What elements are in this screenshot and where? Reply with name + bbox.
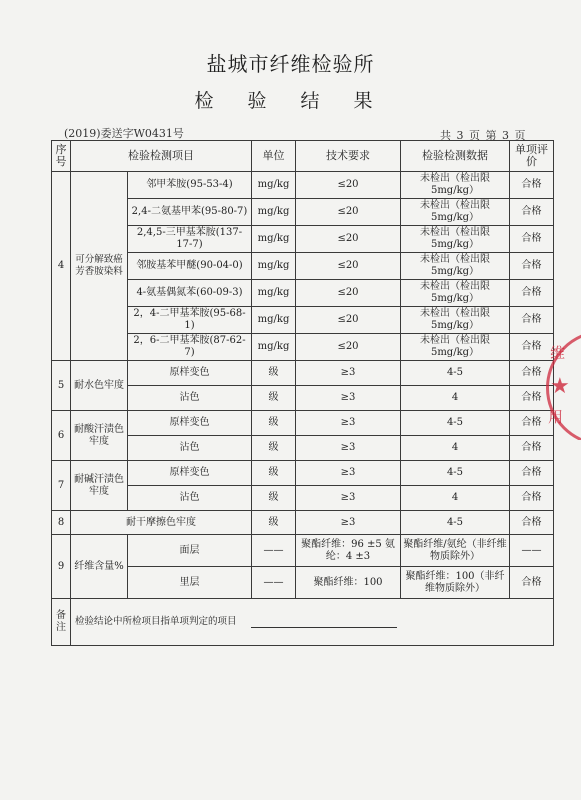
page-indicator: 共 3 页 第 3 页 [440, 129, 526, 142]
remark-label: 备注 [52, 599, 71, 646]
item-cell: 2，6-二甲基苯胺(87-62-7) [128, 334, 252, 361]
requirement-cell: ≥3 [296, 361, 401, 386]
data-cell: 4-5 [401, 511, 510, 535]
verdict-cell: 合格 [510, 436, 554, 461]
table-row [52, 486, 554, 511]
table-row [52, 307, 554, 334]
signature-line [251, 627, 397, 628]
unit-cell: mg/kg [252, 172, 296, 199]
data-cell: 未检出（检出限5mg/kg） [401, 253, 510, 280]
item-cell: 沾色 [128, 436, 252, 461]
table-header-row [52, 141, 554, 172]
verdict-cell: 合格 [510, 486, 554, 511]
requirement-cell: ≤20 [296, 226, 401, 253]
verdict-cell: 合格 [510, 411, 554, 436]
requirement-cell: ≥3 [296, 436, 401, 461]
requirement-cell: 聚酯纤维：96 ±5 氨纶：4 ±3 [296, 535, 401, 567]
data-cell: 未检出（检出限5mg/kg） [401, 280, 510, 307]
unit-cell: 级 [252, 436, 296, 461]
unit-cell: mg/kg [252, 226, 296, 253]
group-name-cell: 耐碱汗渍色牢度 [71, 461, 128, 511]
col-header-seq: 序号 [52, 141, 71, 172]
verdict-cell: 合格 [510, 172, 554, 199]
col-header-unit: 单位 [252, 141, 296, 172]
item-cell: 原样变色 [128, 411, 252, 436]
requirement-cell: ≤20 [296, 199, 401, 226]
requirement-cell: ≤20 [296, 307, 401, 334]
requirement-cell: 聚酯纤维：100 [296, 567, 401, 599]
verdict-cell: 合格 [510, 386, 554, 411]
unit-cell: mg/kg [252, 199, 296, 226]
data-cell: 未检出（检出限5mg/kg） [401, 172, 510, 199]
results-table [51, 140, 554, 646]
item-cell: 4-氨基偶氮苯(60-09-3) [128, 280, 252, 307]
table-row [52, 172, 554, 199]
item-cell: 邻胺基苯甲醚(90-04-0) [128, 253, 252, 280]
table-row [52, 253, 554, 280]
unit-cell: 级 [252, 511, 296, 535]
table-row [52, 199, 554, 226]
seq-cell: 5 [52, 361, 71, 411]
seq-cell: 4 [52, 172, 71, 361]
verdict-cell: 合格 [510, 280, 554, 307]
remark-row [52, 599, 554, 646]
item-cell: 沾色 [128, 386, 252, 411]
table-row [52, 436, 554, 461]
col-header-data: 检验检测数据 [401, 141, 510, 172]
group-name-cell: 耐酸汗渍色牢度 [71, 411, 128, 461]
verdict-cell: —— [510, 535, 554, 567]
table-row [52, 411, 554, 436]
table-row [52, 511, 554, 535]
doc-title: 检 验 结 果 [194, 90, 387, 112]
data-cell: 4 [401, 436, 510, 461]
table-row [52, 386, 554, 411]
unit-cell: mg/kg [252, 307, 296, 334]
verdict-cell: 合格 [510, 253, 554, 280]
table-row [52, 334, 554, 361]
item-cell: 里层 [128, 567, 252, 599]
unit-cell: —— [252, 535, 296, 567]
requirement-cell: ≥3 [296, 461, 401, 486]
verdict-cell: 合格 [510, 307, 554, 334]
verdict-cell: 合格 [510, 567, 554, 599]
group-name-cell: 可分解致癌芳香胺染料 [71, 172, 128, 361]
unit-cell: mg/kg [252, 253, 296, 280]
verdict-cell: 合格 [510, 226, 554, 253]
item-cell: 2,4-二氨基甲苯(95-80-7) [128, 199, 252, 226]
unit-cell: 级 [252, 461, 296, 486]
verdict-cell: 合格 [510, 361, 554, 386]
data-cell: 4-5 [401, 411, 510, 436]
verdict-cell: 合格 [510, 511, 554, 535]
data-cell: 聚酯纤维/氨纶（非纤维物质除外） [401, 535, 510, 567]
requirement-cell: ≤20 [296, 253, 401, 280]
group-name-cell: 耐干摩擦色牢度 [71, 511, 252, 535]
verdict-cell: 合格 [510, 334, 554, 361]
table-row [52, 361, 554, 386]
requirement-cell: ≤20 [296, 172, 401, 199]
unit-cell: 级 [252, 386, 296, 411]
table-row [52, 226, 554, 253]
col-header-verdict: 单项评价 [510, 141, 554, 172]
item-cell: 邻甲苯胺(95-53-4) [128, 172, 252, 199]
unit-cell: 级 [252, 411, 296, 436]
table-row [52, 280, 554, 307]
item-cell: 2,4,5-三甲基苯胺(137-17-7) [128, 226, 252, 253]
seal-star-icon: ★ [550, 374, 570, 399]
seq-cell: 6 [52, 411, 71, 461]
unit-cell: mg/kg [252, 280, 296, 307]
unit-cell: —— [252, 567, 296, 599]
unit-cell: 级 [252, 486, 296, 511]
group-name-cell: 纤维含量% [71, 535, 128, 599]
data-cell: 未检出（检出限5mg/kg） [401, 334, 510, 361]
verdict-cell: 合格 [510, 199, 554, 226]
seal-char-2: 用 [548, 408, 564, 426]
data-cell: 4-5 [401, 361, 510, 386]
item-cell: 沾色 [128, 486, 252, 511]
table-row [52, 567, 554, 599]
requirement-cell: ≥3 [296, 486, 401, 511]
data-cell: 4 [401, 486, 510, 511]
data-cell: 未检出（检出限5mg/kg） [401, 307, 510, 334]
verdict-cell: 合格 [510, 461, 554, 486]
requirement-cell: ≥3 [296, 411, 401, 436]
item-cell: 原样变色 [128, 361, 252, 386]
data-cell: 4 [401, 386, 510, 411]
seal-char-1: 维 [550, 344, 566, 362]
data-cell: 未检出（检出限5mg/kg） [401, 226, 510, 253]
unit-cell: 级 [252, 361, 296, 386]
table-row [52, 461, 554, 486]
data-cell: 未检出（检出限5mg/kg） [401, 199, 510, 226]
col-header-items: 检验检测项目 [71, 141, 252, 172]
seq-cell: 7 [52, 461, 71, 511]
unit-cell: mg/kg [252, 334, 296, 361]
report-number: (2019)委送字W0431号 [64, 127, 184, 140]
requirement-cell: ≤20 [296, 280, 401, 307]
data-cell: 聚酯纤维：100（非纤维物质除外） [401, 567, 510, 599]
requirement-cell: ≤20 [296, 334, 401, 361]
seq-cell: 9 [52, 535, 71, 599]
red-seal [536, 330, 581, 440]
requirement-cell: ≥3 [296, 511, 401, 535]
requirement-cell: ≥3 [296, 386, 401, 411]
table-row [52, 535, 554, 567]
item-cell: 面层 [128, 535, 252, 567]
org-title: 盐城市纤维检验所 [206, 52, 375, 76]
data-cell: 4-5 [401, 461, 510, 486]
seq-cell: 8 [52, 511, 71, 535]
col-header-requirement: 技术要求 [296, 141, 401, 172]
item-cell: 2，4-二甲基苯胺(95-68-1) [128, 307, 252, 334]
item-cell: 原样变色 [128, 461, 252, 486]
group-name-cell: 耐水色牢度 [71, 361, 128, 411]
remark-text: 检验结论中所检项目指单项判定的项目 [71, 599, 554, 646]
